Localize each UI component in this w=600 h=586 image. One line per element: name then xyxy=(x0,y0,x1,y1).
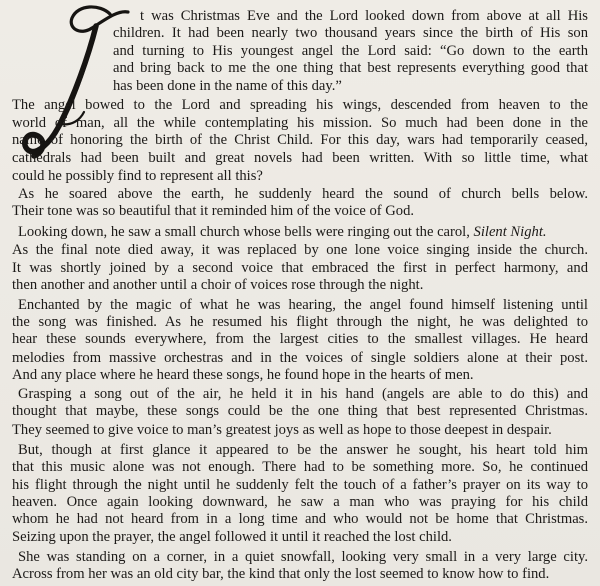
text-line: t was Christmas Eve and the Lord looked down from above at all His xyxy=(140,8,588,24)
text-line: But, though at first glance it appeared to be the answer he sought, his heart told him xyxy=(18,441,588,458)
text-line: whom he had not heard from in a long time and who would not be home that Christmas. xyxy=(12,511,588,528)
text-line: cathedrals had been built and great novels had been written. With so little time, what xyxy=(12,150,588,167)
text-line: The angel bowed to the Lord and spreading his wings, descended from heaven to the xyxy=(12,97,588,114)
text-line: Their tone was so beautiful that it reminded him of the voice of God. xyxy=(12,203,415,220)
text-line: Across from her was an old city bar, the kind that only the lost seemed to know how to find. xyxy=(12,566,550,582)
text-line: world of man, all the while contemplating his mission. So much had been done in the xyxy=(12,114,588,131)
text-line-start: Looking down, he saw a small church whose bells were ringing out the carol, xyxy=(18,223,474,240)
text-line xyxy=(18,224,547,240)
text-line: could he possibly find to represent all this? xyxy=(12,167,263,184)
text-line: Seizing upon the prayer, the angel followed it until it reached the lost child. xyxy=(12,528,452,545)
text-line: and turning to His youngest angel the Lord said: “Go down to the earth xyxy=(113,42,588,59)
text-line: They seemed to give voice to man’s greatest joys as well as hope to those deepest in despair. xyxy=(12,421,552,438)
text-line: As he soared above the earth, he suddenly heard the sound of church bells below. xyxy=(18,186,588,203)
text-line: his flight through the night until he suddenly felt the touch of a father’s prayer on its way to xyxy=(12,476,588,493)
text-line: name of honoring the birth of the Christ Child. For this day, wars had temporarily ceased, xyxy=(12,132,588,149)
text-line: that this music alone was not enough. There had to be something more. So, he continued xyxy=(12,459,588,476)
text-line: It was shortly joined by a second voice that embraced the first in perfect harmony, and xyxy=(12,260,588,277)
text-line: the song was finished. As he resumed his flight through the night, he was delighted to xyxy=(12,313,588,330)
text-line: thought that maybe, these songs could be the one thing that best represented Christmas. xyxy=(12,403,588,420)
text-line: children. It had been nearly two thousand years since the birth of His son xyxy=(113,25,588,42)
text-line: She was standing on a corner, in a quiet snowfall, looking very small in a very large city. xyxy=(18,548,588,565)
text-line: As the final note died away, it was replaced by one lone voice singing inside the church. xyxy=(12,241,588,258)
text-line: then another and another until a choir of voices rose through the night. xyxy=(12,277,424,294)
text-line: and bring back to me the one thing that best represents everything good that xyxy=(113,60,588,77)
text-line: melodies from massive orchestras and in the voices of single soldiers alone at their post. xyxy=(12,349,588,366)
text-line: heaven. Once again looking downward, he saw a man who was praying for his child xyxy=(12,493,588,510)
text-line: has been done in the name of this day.” xyxy=(113,78,342,95)
text-line: And any place where he heard these songs, he found hope in the hearts of men. xyxy=(12,366,474,383)
carol-title: Silent Night. xyxy=(473,223,547,240)
text-line: Enchanted by the magic of what he was hearing, the angel found himself listening until xyxy=(18,296,588,313)
text-line: Grasping a song out of the air, he held it in his hand (angels are able to do this) and xyxy=(18,386,588,403)
text-line: hear these sounds everywhere, from the largest cities to the smallest villages. He heard xyxy=(12,331,588,348)
